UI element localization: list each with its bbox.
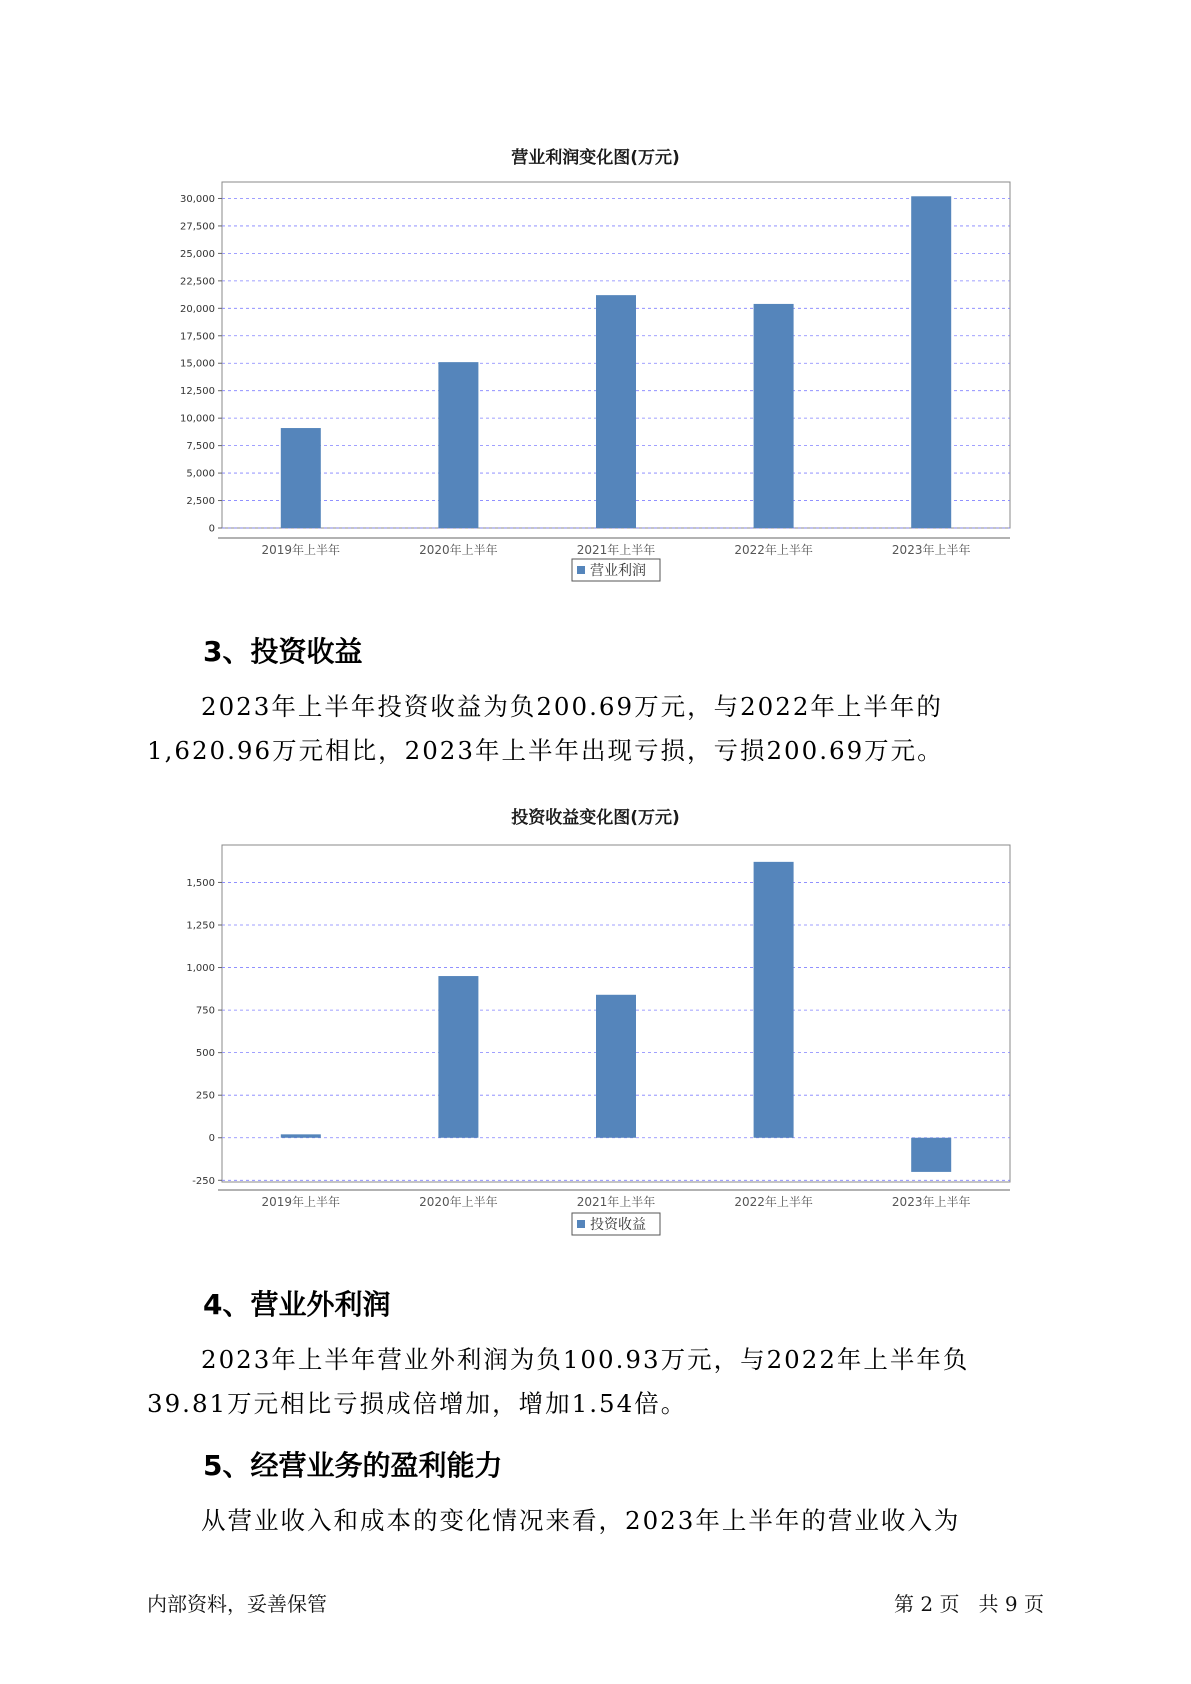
y-tick-label: 1,500 (186, 877, 215, 889)
y-tick-label: 500 (195, 1048, 215, 1060)
y-tick-label: 12,500 (180, 386, 215, 398)
x-tick-label: 2019年上半年 (261, 543, 341, 557)
y-tick-label: 10,000 (180, 413, 215, 425)
x-tick-label: 2022年上半年 (734, 543, 813, 557)
y-tick-label: 5,000 (186, 468, 215, 480)
y-tick-label: 7,500 (186, 441, 215, 453)
legend-swatch (577, 1220, 585, 1228)
bar (754, 304, 794, 528)
bar (281, 1134, 321, 1137)
chart-title: 投资收益变化图(万元) (511, 808, 680, 828)
operating-profit-chart (0, 170, 1191, 610)
x-tick-label: 2022年上半年 (734, 1195, 813, 1209)
x-tick-label: 2020年上半年 (419, 543, 498, 557)
bar (438, 976, 478, 1138)
section-paragraph: 2023年上半年投资收益为负200.69万元，与2022年上半年的1,620.96万元相比，2023年上半年出现亏损，亏损200.69万元。 (147, 692, 944, 765)
x-tick-label: 2023年上半年 (891, 543, 971, 557)
bar (754, 862, 794, 1138)
y-tick-label: 15,000 (180, 358, 215, 370)
legend-swatch (577, 566, 585, 574)
y-tick-label: 250 (195, 1090, 215, 1102)
bar (281, 428, 321, 528)
investment-income-chart (0, 830, 1191, 1260)
y-tick-label: 750 (195, 1005, 215, 1017)
y-tick-label: -250 (192, 1175, 215, 1187)
y-tick-label: 30,000 (180, 193, 215, 205)
bar (596, 295, 636, 528)
section-paragraph: 2023年上半年营业外利润为负100.93万元，与2022年上半年负39.81万元相比亏损成倍增加，增加1.54倍。 (147, 1345, 970, 1418)
x-tick-label: 2019年上半年 (261, 1195, 341, 1209)
x-tick-label: 2021年上半年 (576, 543, 656, 557)
bar (596, 995, 636, 1138)
y-tick-label: 25,000 (180, 248, 215, 260)
legend-label: 投资收益 (590, 1217, 646, 1233)
bar (438, 362, 478, 528)
footer-page-number: 第 2 页 共 9 页 (894, 1592, 1044, 1616)
section-heading: 3、投资收益 (203, 635, 363, 668)
y-tick-label: 1,250 (186, 920, 215, 932)
footer-left: 内部资料，妥善保管 (147, 1592, 327, 1616)
x-tick-label: 2023年上半年 (891, 1195, 971, 1209)
x-tick-label: 2021年上半年 (576, 1195, 656, 1209)
y-tick-label: 27,500 (180, 221, 215, 233)
y-tick-label: 2,500 (186, 496, 215, 508)
bar (911, 1138, 951, 1172)
y-tick-label: 1,000 (186, 963, 215, 975)
y-tick-label: 22,500 (180, 276, 215, 288)
section-heading: 4、营业外利润 (203, 1288, 391, 1321)
x-tick-label: 2020年上半年 (419, 1195, 498, 1209)
y-tick-label: 0 (208, 1133, 215, 1145)
chart-title: 营业利润变化图(万元) (511, 148, 680, 168)
y-tick-label: 17,500 (180, 331, 215, 343)
bar (911, 196, 951, 528)
legend-label: 营业利润 (590, 563, 646, 579)
y-tick-label: 0 (208, 523, 215, 535)
section-heading: 5、经营业务的盈利能力 (203, 1449, 503, 1482)
section-paragraph: 从营业收入和成本的变化情况来看，2023年上半年的营业收入为 (201, 1506, 961, 1535)
y-tick-label: 20,000 (180, 303, 215, 315)
